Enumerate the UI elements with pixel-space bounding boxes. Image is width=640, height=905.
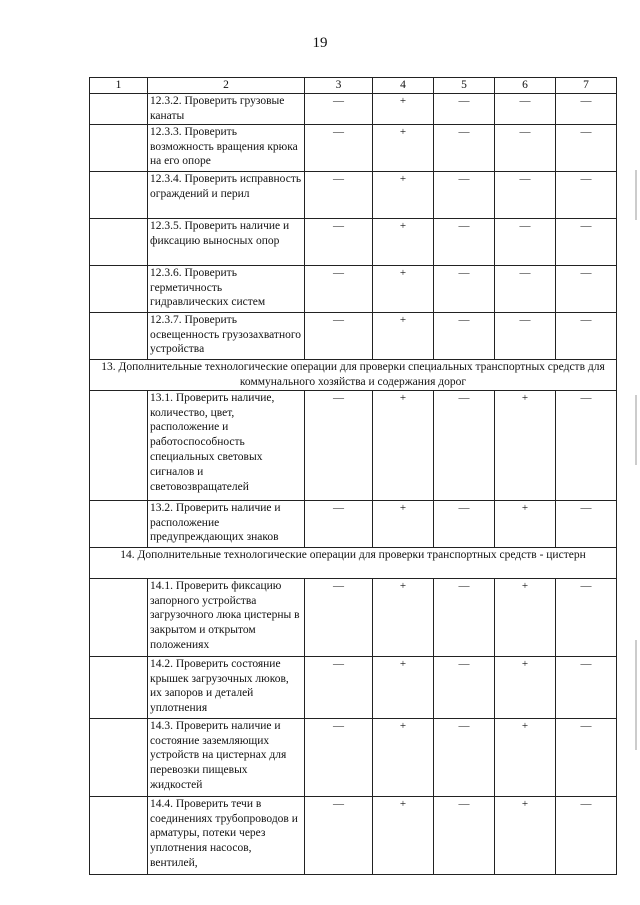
row-number-cell bbox=[90, 500, 148, 547]
mark-cell-c4: + bbox=[373, 218, 434, 265]
mark-cell-c5: — bbox=[434, 718, 495, 796]
mark-cell-c3: — bbox=[305, 390, 373, 500]
row-number-cell bbox=[90, 578, 148, 656]
operation-description: 14.3. Проверить наличие и состояние заземляющих устройств на цистернах для перевозки пищевых жидкостей bbox=[148, 718, 305, 796]
mark-cell-c7: — bbox=[556, 500, 617, 547]
mark-cell-c5: — bbox=[434, 93, 495, 124]
scan-edge-mark bbox=[635, 170, 637, 220]
row-number-cell bbox=[90, 171, 148, 218]
mark-cell-c6: — bbox=[495, 171, 556, 218]
operation-description: 12.3.6. Проверить герметичность гидравлических систем bbox=[148, 265, 305, 312]
mark-cell-c6: — bbox=[495, 312, 556, 359]
mark-cell-c4: + bbox=[373, 656, 434, 718]
section-heading: 13. Дополнительные технологические операции для проверки специальных транспортных средств для коммунального хозяйства и содержания дорог bbox=[90, 359, 617, 390]
table-row bbox=[90, 578, 617, 656]
inspection-table bbox=[89, 77, 617, 875]
mark-cell-c3: — bbox=[305, 796, 373, 874]
column-header: 6 bbox=[495, 78, 556, 94]
table-row bbox=[90, 718, 617, 796]
mark-cell-c3: — bbox=[305, 312, 373, 359]
mark-cell-c5: — bbox=[434, 796, 495, 874]
mark-cell-c5: — bbox=[434, 500, 495, 547]
row-number-cell bbox=[90, 93, 148, 124]
mark-cell-c3: — bbox=[305, 218, 373, 265]
table-row bbox=[90, 656, 617, 718]
operation-description: 13.2. Проверить наличие и расположение предупреждающих знаков bbox=[148, 500, 305, 547]
mark-cell-c3: — bbox=[305, 500, 373, 547]
mark-cell-c6: + bbox=[495, 718, 556, 796]
mark-cell-c7: — bbox=[556, 718, 617, 796]
mark-cell-c3: — bbox=[305, 93, 373, 124]
scan-edge-mark bbox=[635, 395, 637, 465]
mark-cell-c6: — bbox=[495, 265, 556, 312]
column-header: 4 bbox=[373, 78, 434, 94]
row-number-cell bbox=[90, 265, 148, 312]
mark-cell-c7: — bbox=[556, 93, 617, 124]
mark-cell-c5: — bbox=[434, 171, 495, 218]
row-number-cell bbox=[90, 218, 148, 265]
column-header: 2 bbox=[148, 78, 305, 94]
mark-cell-c5: — bbox=[434, 124, 495, 171]
table-header-row bbox=[90, 78, 617, 94]
row-number-cell bbox=[90, 124, 148, 171]
mark-cell-c4: + bbox=[373, 312, 434, 359]
mark-cell-c5: — bbox=[434, 656, 495, 718]
table-row bbox=[90, 124, 617, 171]
mark-cell-c4: + bbox=[373, 796, 434, 874]
operation-description: 12.3.3. Проверить возможность вращения крюка на его опоре bbox=[148, 124, 305, 171]
row-number-cell bbox=[90, 796, 148, 874]
operation-description: 14.1. Проверить фиксацию запорного устройства загрузочного люка цистерны в закрытом и открытом положениях bbox=[148, 578, 305, 656]
mark-cell-c5: — bbox=[434, 390, 495, 500]
mark-cell-c6: + bbox=[495, 656, 556, 718]
operation-description: 14.4. Проверить течи в соединениях трубопроводов и арматуры, потеки через уплотнения насосов, вентилей, bbox=[148, 796, 305, 874]
mark-cell-c6: + bbox=[495, 578, 556, 656]
table-row bbox=[90, 312, 617, 359]
table-row bbox=[90, 265, 617, 312]
mark-cell-c7: — bbox=[556, 218, 617, 265]
page-number: 19 bbox=[312, 35, 328, 51]
mark-cell-c6: + bbox=[495, 390, 556, 500]
operation-description: 12.3.7. Проверить освещенность грузозахватного устройства bbox=[148, 312, 305, 359]
mark-cell-c6: — bbox=[495, 218, 556, 265]
mark-cell-c4: + bbox=[373, 265, 434, 312]
mark-cell-c4: + bbox=[373, 171, 434, 218]
row-number-cell bbox=[90, 656, 148, 718]
table-row bbox=[90, 500, 617, 547]
section-heading-row bbox=[90, 359, 617, 390]
column-header: 5 bbox=[434, 78, 495, 94]
mark-cell-c7: — bbox=[556, 578, 617, 656]
mark-cell-c4: + bbox=[373, 718, 434, 796]
mark-cell-c7: — bbox=[556, 656, 617, 718]
operation-description: 12.3.2. Проверить грузовые канаты bbox=[148, 93, 305, 124]
table-row bbox=[90, 218, 617, 265]
mark-cell-c3: — bbox=[305, 171, 373, 218]
mark-cell-c6: — bbox=[495, 93, 556, 124]
column-header: 3 bbox=[305, 78, 373, 94]
mark-cell-c6: + bbox=[495, 796, 556, 874]
mark-cell-c3: — bbox=[305, 124, 373, 171]
operation-description: 13.1. Проверить наличие, количество, цвет, расположение и работоспособность специальных световых сигналов и световозвращателей bbox=[148, 390, 305, 500]
section-heading: 14. Дополнительные технологические операции для проверки транспортных средств - цистерн bbox=[90, 547, 617, 578]
mark-cell-c7: — bbox=[556, 124, 617, 171]
scan-edge-mark bbox=[635, 640, 637, 750]
table-row bbox=[90, 390, 617, 500]
mark-cell-c7: — bbox=[556, 171, 617, 218]
mark-cell-c5: — bbox=[434, 218, 495, 265]
mark-cell-c3: — bbox=[305, 718, 373, 796]
table-row bbox=[90, 171, 617, 218]
mark-cell-c7: — bbox=[556, 796, 617, 874]
mark-cell-c7: — bbox=[556, 265, 617, 312]
mark-cell-c6: — bbox=[495, 124, 556, 171]
table-row bbox=[90, 796, 617, 874]
mark-cell-c6: + bbox=[495, 500, 556, 547]
mark-cell-c5: — bbox=[434, 578, 495, 656]
operation-description: 14.2. Проверить состояние крышек загрузочных люков, их запоров и деталей уплотнения bbox=[148, 656, 305, 718]
mark-cell-c7: — bbox=[556, 390, 617, 500]
section-heading-row bbox=[90, 547, 617, 578]
mark-cell-c3: — bbox=[305, 656, 373, 718]
row-number-cell bbox=[90, 312, 148, 359]
table-row bbox=[90, 93, 617, 124]
mark-cell-c7: — bbox=[556, 312, 617, 359]
column-header: 7 bbox=[556, 78, 617, 94]
operation-description: 12.3.5. Проверить наличие и фиксацию выносных опор bbox=[148, 218, 305, 265]
row-number-cell bbox=[90, 718, 148, 796]
row-number-cell bbox=[90, 390, 148, 500]
mark-cell-c3: — bbox=[305, 265, 373, 312]
mark-cell-c4: + bbox=[373, 124, 434, 171]
mark-cell-c4: + bbox=[373, 578, 434, 656]
mark-cell-c5: — bbox=[434, 312, 495, 359]
mark-cell-c4: + bbox=[373, 500, 434, 547]
mark-cell-c3: — bbox=[305, 578, 373, 656]
operation-description: 12.3.4. Проверить исправность ограждений и перил bbox=[148, 171, 305, 218]
mark-cell-c5: — bbox=[434, 265, 495, 312]
mark-cell-c4: + bbox=[373, 390, 434, 500]
mark-cell-c4: + bbox=[373, 93, 434, 124]
column-header: 1 bbox=[90, 78, 148, 94]
